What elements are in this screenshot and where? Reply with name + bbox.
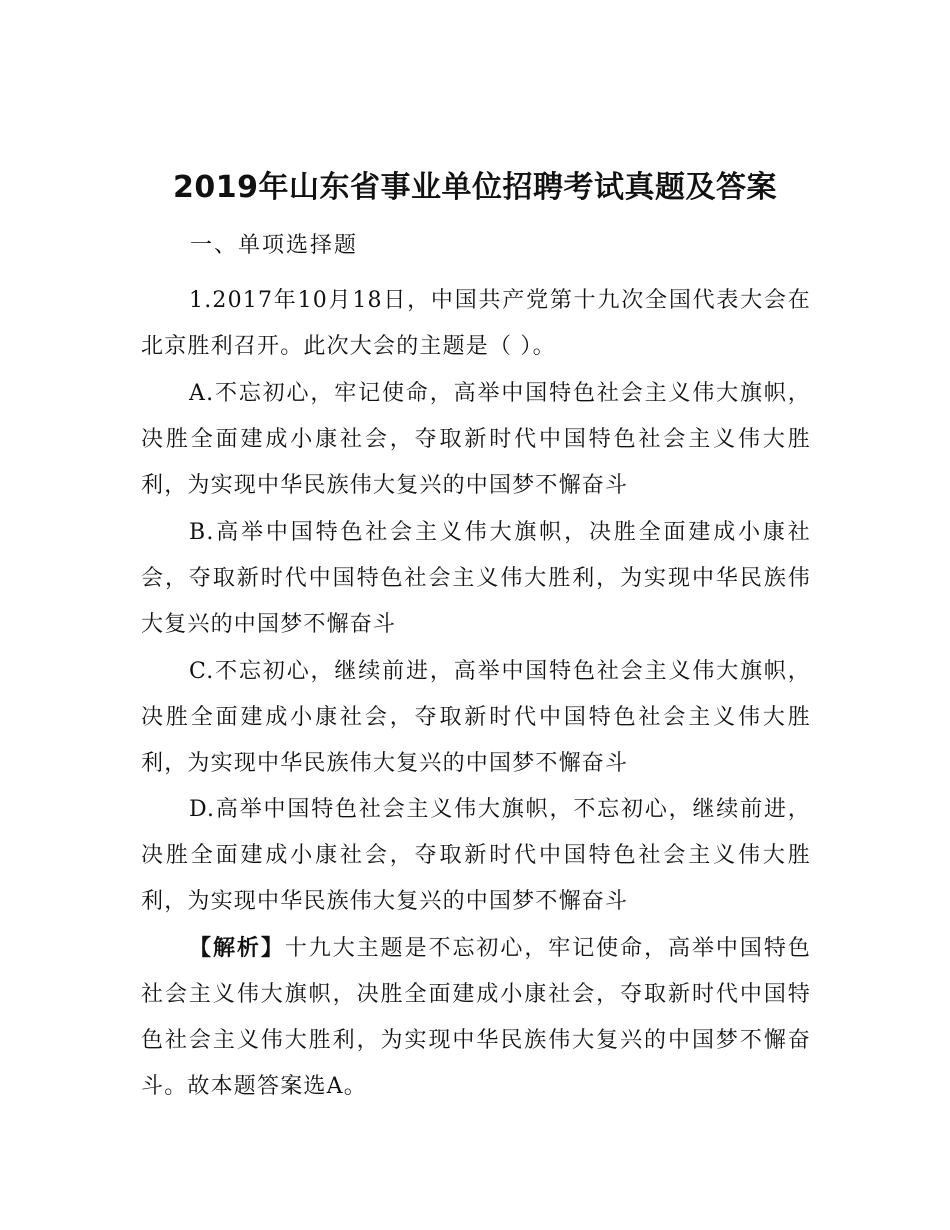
- section-heading: 一、单项选择题: [190, 233, 359, 258]
- option-a: A.不忘初心，牢记使命，高举中国特色社会主义伟大旗帜，决胜全面建成小康社会，夺取新时代中国特色社会主义伟大胜利，为实现中华民族伟大复兴的中国梦不懈奋斗: [141, 381, 811, 498]
- option-d: D.高举中国特色社会主义伟大旗帜，不忘初心，继续前进，决胜全面建成小康社会，夺取新时代中国特色社会主义伟大胜利，为实现中华民族伟大复兴的中国梦不懈奋斗: [141, 797, 811, 914]
- question-1-text: 1.2017年10月18日，中国共产党第十九次全国代表大会在北京胜利召开。此次大会的主题是（ ）。: [141, 288, 811, 359]
- option-b: B.高举中国特色社会主义伟大旗帜，决胜全面建成小康社会，夺取新时代中国特色社会主义伟大胜利，为实现中华民族伟大复兴的中国梦不懈奋斗: [141, 520, 811, 637]
- analysis-text: 十九大主题是不忘初心，牢记使命，高举中国特色社会主义伟大旗帜，决胜全面建成小康社会，夺取新时代中国特色社会主义伟大胜利，为实现中华民族伟大复兴的中国梦不懈奋斗。故本题答案选A。: [141, 936, 811, 1099]
- analysis-label: 【解析】: [189, 936, 285, 961]
- document-title: 2019年山东省事业单位招聘考试真题及答案: [173, 170, 777, 205]
- analysis-paragraph: [141, 926, 811, 1110]
- option-c: C.不忘初心，继续前进，高举中国特色社会主义伟大旗帜，决胜全面建成小康社会，夺取新时代中国特色社会主义伟大胜利，为实现中华民族伟大复兴的中国梦不懈奋斗: [141, 659, 811, 776]
